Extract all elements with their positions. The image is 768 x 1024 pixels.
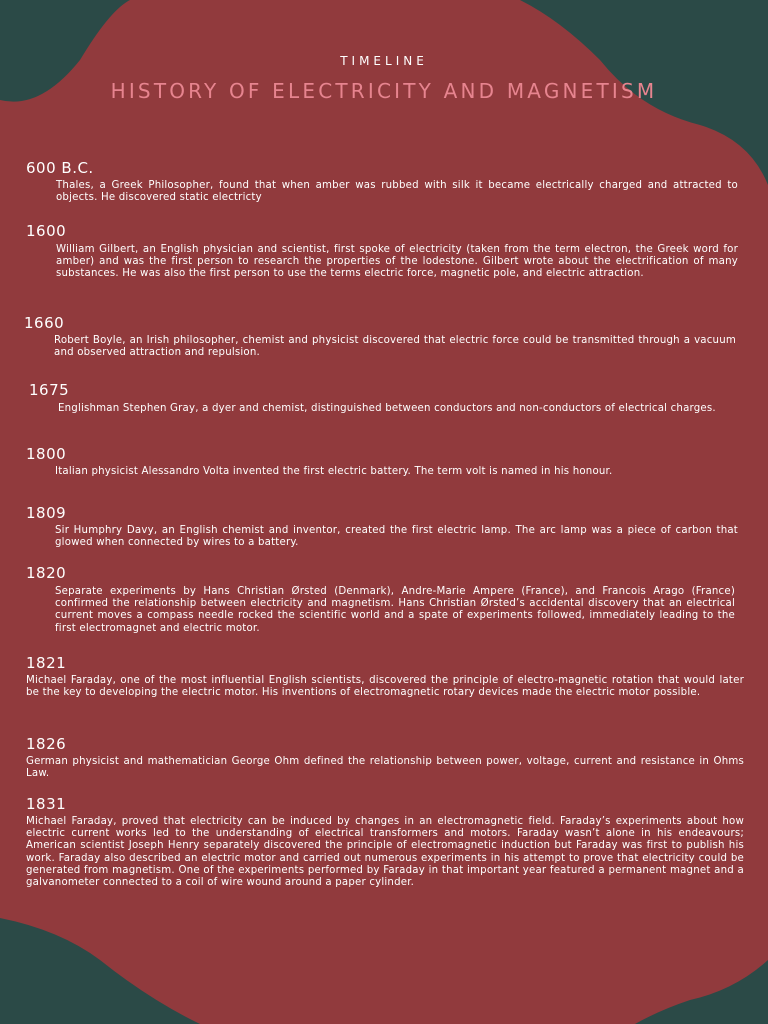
event-1820-text: Separate experiments by Hans Christian Ørsted (Denmark), Andre-Marie Ampere (France), and Francois Arago (France) confirmed the relationship between electricity and magnetism. Hans Christian Ørsted’s accidental discovery that an electrical current moves a compass needle rocked the scientific world and a spate of experiments followed, immediately leading to the first electromagnet and electric motor. xyxy=(55,586,735,634)
year-1831: 1831 xyxy=(26,795,67,813)
event-1800-text: Italian physicist Alessandro Volta invented the first electric battery. The term volt is named in his honour. xyxy=(55,466,613,477)
year-600bc: 600 B.C. xyxy=(26,159,94,177)
year-1826: 1826 xyxy=(26,735,67,753)
year-1675: 1675 xyxy=(29,381,70,399)
event-1831-text: Michael Faraday, proved that electricity can be induced by changes in an electromagnetic field. Faraday’s experiments about how electric current works led to the understanding of electrical transformers and motors. Faraday wasn’t alone in his endeavours; American scientist Joseph Henry separately discovered the principle of electromagnetic induction but Faraday was first to publish his work. Faraday also described an electric motor and carried out numerous experiments in his attempt to prove that electricity could be generated from magnetism. One of the experiments performed by Faraday in that important year featured a permanent magnet and a galvanometer connected to a coil of wire wound around a paper cylinder. xyxy=(26,816,744,889)
page-title: HISTORY OF ELECTRICITY AND MAGNETISM xyxy=(110,79,658,103)
year-1821: 1821 xyxy=(26,654,67,672)
event-1821-text: Michael Faraday, one of the most influential English scientists, discovered the principle of electro-magnetic rotation that would later be the key to developing the electric motor. His inventions of electromagnetic rotary devices made the electric motor possible. xyxy=(26,675,744,699)
year-1809: 1809 xyxy=(26,504,67,522)
year-1820: 1820 xyxy=(26,564,67,582)
section-kicker: TIMELINE xyxy=(340,54,428,68)
year-1660: 1660 xyxy=(24,314,65,332)
event-1809-text: Sir Humphry Davy, an English chemist and inventor, created the first electric lamp. The arc lamp was a piece of carbon that glowed when connected by wires to a battery. xyxy=(55,525,738,549)
event-1600-text: William Gilbert, an English physician and scientist, first spoke of electricity (taken from the term electron, the Greek word for amber) and was the first person to research the properties of the lodestone. Gilbert wrote about the electrification of many substances. He was also the first person to use the terms electric force, magnetic pole, and electric attraction. xyxy=(56,244,738,280)
event-600bc-text: Thales, a Greek Philosopher, found that when amber was rubbed with silk it became electrically charged and attracted to objects. He discovered static electricty xyxy=(56,180,738,204)
event-1675-text: Englishman Stephen Gray, a dyer and chemist, distinguished between conductors and non-conductors of electrical charges. xyxy=(58,403,716,414)
year-1800: 1800 xyxy=(26,445,67,463)
event-1826-text: German physicist and mathematician George Ohm defined the relationship between power, voltage, current and resistance in Ohms Law. xyxy=(26,756,744,780)
event-1660-text: Robert Boyle, an Irish philosopher, chemist and physicist discovered that electric force could be transmitted through a vacuum and observed attraction and repulsion. xyxy=(54,335,736,359)
year-1600: 1600 xyxy=(26,222,67,240)
